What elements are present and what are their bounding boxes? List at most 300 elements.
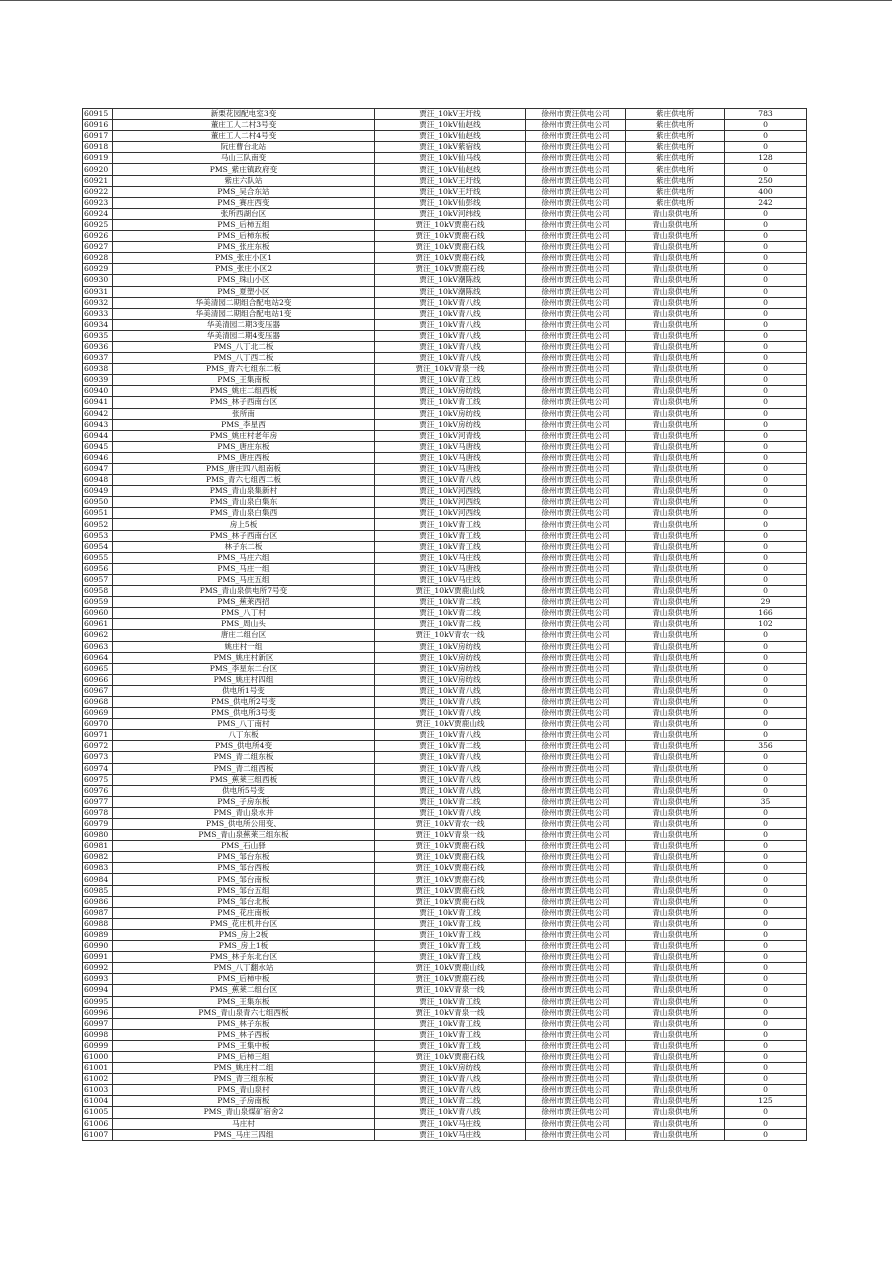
cell-station-name: PMS_吴合东站 [113, 186, 375, 197]
cell-row-id: 60950 [83, 497, 113, 508]
table-row [83, 586, 807, 597]
cell-value: 0 [725, 918, 807, 929]
cell-value: 0 [725, 896, 807, 907]
cell-station-name: PMS_邹台南板 [113, 874, 375, 885]
cell-station-name: PMS_林子西南台区 [113, 397, 375, 408]
cell-supply-office: 青山泉供电所 [626, 1118, 725, 1129]
page-top-border [0, 0, 892, 1]
table-body [83, 109, 807, 1141]
cell-supply-office: 青山泉供电所 [626, 1107, 725, 1118]
table-row [83, 1018, 807, 1029]
cell-row-id: 60918 [83, 142, 113, 153]
cell-supply-office: 青山泉供电所 [626, 885, 725, 896]
cell-supply-office: 青山泉供电所 [626, 952, 725, 963]
cell-value: 0 [725, 397, 807, 408]
cell-feeder-line: 贾汪_10kV贾鹿石线 [375, 242, 526, 253]
cell-company: 徐州市贾汪供电公司 [526, 1051, 626, 1062]
cell-company: 徐州市贾汪供电公司 [526, 774, 626, 785]
cell-value: 0 [725, 974, 807, 985]
table-row [83, 264, 807, 275]
cell-station-name: PMS_邹台北板 [113, 896, 375, 907]
cell-company: 徐州市贾汪供电公司 [526, 464, 626, 475]
cell-supply-office: 紫庄供电所 [626, 197, 725, 208]
cell-company: 徐州市贾汪供电公司 [526, 663, 626, 674]
cell-feeder-line: 贾汪_10kV贾鹿山线 [375, 719, 526, 730]
cell-station-name: PMS_马庄三四组 [113, 1129, 375, 1140]
cell-row-id: 60972 [83, 741, 113, 752]
cell-value: 0 [725, 231, 807, 242]
cell-feeder-line: 贾汪_10kV马唐线 [375, 464, 526, 475]
table-row [83, 652, 807, 663]
cell-supply-office: 青山泉供电所 [626, 519, 725, 530]
cell-row-id: 61004 [83, 1096, 113, 1107]
table-row [83, 1074, 807, 1085]
cell-row-id: 60970 [83, 719, 113, 730]
cell-supply-office: 紫庄供电所 [626, 120, 725, 131]
table-row [83, 952, 807, 963]
cell-supply-office: 青山泉供电所 [626, 408, 725, 419]
table-row [83, 1007, 807, 1018]
cell-row-id: 60927 [83, 242, 113, 253]
cell-company: 徐州市贾汪供电公司 [526, 364, 626, 375]
cell-station-name: PMS_王集南板 [113, 375, 375, 386]
table-row [83, 397, 807, 408]
cell-company: 徐州市贾汪供电公司 [526, 719, 626, 730]
cell-station-name: PMS_珠山小区 [113, 275, 375, 286]
cell-value: 0 [725, 286, 807, 297]
table-row [83, 1051, 807, 1062]
cell-company: 徐州市贾汪供电公司 [526, 608, 626, 619]
cell-company: 徐州市贾汪供电公司 [526, 286, 626, 297]
cell-company: 徐州市贾汪供电公司 [526, 996, 626, 1007]
cell-company: 徐州市贾汪供电公司 [526, 763, 626, 774]
table-row [83, 1129, 807, 1140]
cell-station-name: PMS_林子西板 [113, 1029, 375, 1040]
cell-supply-office: 青山泉供电所 [626, 530, 725, 541]
cell-supply-office: 青山泉供电所 [626, 341, 725, 352]
cell-feeder-line: 贾汪_10kV青二线 [375, 796, 526, 807]
cell-row-id: 60942 [83, 408, 113, 419]
cell-value: 0 [725, 1129, 807, 1140]
cell-value: 128 [725, 153, 807, 164]
cell-value: 0 [725, 1051, 807, 1062]
cell-value: 0 [725, 452, 807, 463]
cell-feeder-line: 贾汪_10kV青八线 [375, 785, 526, 796]
cell-feeder-line: 贾汪_10kV马唐线 [375, 452, 526, 463]
cell-value: 0 [725, 497, 807, 508]
cell-station-name: PMS_王集东板 [113, 996, 375, 1007]
cell-company: 徐州市贾汪供电公司 [526, 574, 626, 585]
cell-station-name: 八丁东板 [113, 730, 375, 741]
cell-feeder-line: 贾汪_10kV青泉一线 [375, 364, 526, 375]
cell-value: 0 [725, 963, 807, 974]
cell-supply-office: 青山泉供电所 [626, 774, 725, 785]
cell-supply-office: 青山泉供电所 [626, 929, 725, 940]
cell-feeder-line: 贾汪_10kV青八线 [375, 475, 526, 486]
table-row [83, 1107, 807, 1118]
cell-value: 0 [725, 719, 807, 730]
cell-feeder-line: 贾汪_10kV青八线 [375, 341, 526, 352]
cell-feeder-line: 贾汪_10kV青八线 [375, 807, 526, 818]
table-row [83, 164, 807, 175]
cell-supply-office: 青山泉供电所 [626, 907, 725, 918]
cell-row-id: 60945 [83, 441, 113, 452]
cell-company: 徐州市贾汪供电公司 [526, 918, 626, 929]
cell-station-name: PMS_青六七组西二板 [113, 475, 375, 486]
cell-row-id: 60989 [83, 929, 113, 940]
cell-row-id: 60996 [83, 1007, 113, 1018]
table-row [83, 719, 807, 730]
cell-company: 徐州市贾汪供电公司 [526, 341, 626, 352]
cell-row-id: 60978 [83, 807, 113, 818]
cell-row-id: 60981 [83, 841, 113, 852]
cell-supply-office: 青山泉供电所 [626, 353, 725, 364]
cell-row-id: 60924 [83, 208, 113, 219]
cell-station-name: PMS_姚庄村四组 [113, 674, 375, 685]
cell-company: 徐州市贾汪供电公司 [526, 497, 626, 508]
cell-station-name: 张所西湖台区 [113, 208, 375, 219]
cell-value: 0 [725, 863, 807, 874]
cell-feeder-line: 贾汪_10kV青工线 [375, 541, 526, 552]
table-row [83, 131, 807, 142]
cell-row-id: 60938 [83, 364, 113, 375]
cell-value: 0 [725, 996, 807, 1007]
cell-feeder-line: 贾汪_10kV贾鹿石线 [375, 253, 526, 264]
cell-value: 0 [725, 430, 807, 441]
table-row [83, 1096, 807, 1107]
table-row [83, 452, 807, 463]
cell-company: 徐州市贾汪供电公司 [526, 375, 626, 386]
cell-station-name: PMS_后柿中板 [113, 974, 375, 985]
cell-supply-office: 青山泉供电所 [626, 497, 725, 508]
cell-value: 166 [725, 608, 807, 619]
cell-company: 徐州市贾汪供电公司 [526, 264, 626, 275]
table-row [83, 863, 807, 874]
cell-row-id: 60982 [83, 852, 113, 863]
cell-row-id: 60940 [83, 386, 113, 397]
table-row [83, 242, 807, 253]
cell-station-name: 马山三队南变 [113, 153, 375, 164]
cell-supply-office: 青山泉供电所 [626, 619, 725, 630]
cell-company: 徐州市贾汪供电公司 [526, 907, 626, 918]
cell-station-name: PMS_子房东板 [113, 796, 375, 807]
cell-supply-office: 青山泉供电所 [626, 1018, 725, 1029]
cell-supply-office: 青山泉供电所 [626, 597, 725, 608]
cell-value: 0 [725, 807, 807, 818]
cell-feeder-line: 贾汪_10kV贾鹿石线 [375, 874, 526, 885]
table-row [83, 1029, 807, 1040]
cell-value: 0 [725, 364, 807, 375]
cell-feeder-line: 贾汪_10kV潮陈线 [375, 286, 526, 297]
cell-value: 0 [725, 131, 807, 142]
cell-value: 0 [725, 319, 807, 330]
cell-station-name: PMS_林子东北台区 [113, 952, 375, 963]
cell-station-name: PMS_周山头 [113, 619, 375, 630]
cell-supply-office: 青山泉供电所 [626, 896, 725, 907]
table-row [83, 219, 807, 230]
cell-row-id: 60974 [83, 763, 113, 774]
cell-company: 徐州市贾汪供电公司 [526, 441, 626, 452]
cell-supply-office: 紫庄供电所 [626, 109, 725, 120]
cell-company: 徐州市贾汪供电公司 [526, 619, 626, 630]
cell-value: 29 [725, 597, 807, 608]
cell-feeder-line: 贾汪_10kV青工线 [375, 918, 526, 929]
cell-feeder-line: 贾汪_10kV青泉一线 [375, 1007, 526, 1018]
cell-station-name: PMS_八丁南村 [113, 719, 375, 730]
cell-value: 0 [725, 253, 807, 264]
table-row [83, 552, 807, 563]
cell-station-name: PMS_青山泉集新村 [113, 486, 375, 497]
table-row [83, 830, 807, 841]
cell-station-name: PMS_八丁西二板 [113, 353, 375, 364]
cell-station-name: 华美清园二期组合配电站2变 [113, 297, 375, 308]
cell-supply-office: 青山泉供电所 [626, 253, 725, 264]
cell-feeder-line: 贾汪_10kV青八线 [375, 1074, 526, 1085]
cell-feeder-line: 贾汪_10kV马庄线 [375, 1129, 526, 1140]
cell-feeder-line: 贾汪_10kV仙赵线 [375, 131, 526, 142]
cell-row-id: 60960 [83, 608, 113, 619]
cell-supply-office: 青山泉供电所 [626, 696, 725, 707]
transformer-table [82, 108, 807, 1141]
cell-feeder-line: 贾汪_10kV房纺线 [375, 1063, 526, 1074]
cell-station-name: PMS_李星西 [113, 419, 375, 430]
cell-row-id: 60944 [83, 430, 113, 441]
cell-supply-office: 青山泉供电所 [626, 1051, 725, 1062]
cell-company: 徐州市贾汪供电公司 [526, 519, 626, 530]
cell-row-id: 61000 [83, 1051, 113, 1062]
cell-row-id: 60998 [83, 1029, 113, 1040]
table-row [83, 109, 807, 120]
cell-station-name: PMS_唐庄四八组南板 [113, 464, 375, 475]
cell-feeder-line: 贾汪_10kV贾鹿石线 [375, 1051, 526, 1062]
table-row [83, 197, 807, 208]
cell-supply-office: 青山泉供电所 [626, 286, 725, 297]
table-row [83, 153, 807, 164]
cell-supply-office: 青山泉供电所 [626, 652, 725, 663]
cell-value: 0 [725, 464, 807, 475]
cell-company: 徐州市贾汪供电公司 [526, 819, 626, 830]
cell-row-id: 60971 [83, 730, 113, 741]
cell-row-id: 60992 [83, 963, 113, 974]
cell-company: 徐州市贾汪供电公司 [526, 941, 626, 952]
cell-feeder-line: 贾汪_10kV马唐线 [375, 563, 526, 574]
cell-supply-office: 青山泉供电所 [626, 219, 725, 230]
cell-value: 0 [725, 1007, 807, 1018]
cell-supply-office: 青山泉供电所 [626, 386, 725, 397]
cell-station-name: PMS_花庄机井台区 [113, 918, 375, 929]
cell-company: 徐州市贾汪供电公司 [526, 219, 626, 230]
cell-value: 0 [725, 785, 807, 796]
cell-supply-office: 青山泉供电所 [626, 985, 725, 996]
cell-value: 0 [725, 1018, 807, 1029]
cell-station-name: PMS_青山泉村 [113, 1085, 375, 1096]
cell-row-id: 60929 [83, 264, 113, 275]
cell-company: 徐州市贾汪供电公司 [526, 796, 626, 807]
cell-feeder-line: 贾汪_10kV房纺线 [375, 652, 526, 663]
cell-row-id: 61005 [83, 1107, 113, 1118]
cell-company: 徐州市贾汪供电公司 [526, 974, 626, 985]
cell-feeder-line: 贾汪_10kV河西线 [375, 486, 526, 497]
cell-value: 0 [725, 120, 807, 131]
cell-company: 徐州市贾汪供电公司 [526, 630, 626, 641]
table-row [83, 530, 807, 541]
cell-value: 0 [725, 852, 807, 863]
cell-feeder-line: 贾汪_10kV河西线 [375, 497, 526, 508]
table-row [83, 574, 807, 585]
cell-value: 0 [725, 1074, 807, 1085]
cell-row-id: 60952 [83, 519, 113, 530]
cell-value: 0 [725, 541, 807, 552]
cell-value: 0 [725, 308, 807, 319]
table-row [83, 486, 807, 497]
cell-station-name: PMS_姚庄二组西板 [113, 386, 375, 397]
cell-supply-office: 紫庄供电所 [626, 153, 725, 164]
cell-row-id: 60959 [83, 597, 113, 608]
cell-value: 0 [725, 1085, 807, 1096]
cell-row-id: 60956 [83, 563, 113, 574]
cell-feeder-line: 贾汪_10kV贾鹿石线 [375, 863, 526, 874]
table-row [83, 685, 807, 696]
cell-row-id: 60991 [83, 952, 113, 963]
cell-row-id: 60946 [83, 452, 113, 463]
table-row [83, 475, 807, 486]
cell-value: 0 [725, 242, 807, 253]
cell-company: 徐州市贾汪供电公司 [526, 308, 626, 319]
cell-value: 0 [725, 563, 807, 574]
cell-station-name: 林子东二板 [113, 541, 375, 552]
table-row [83, 275, 807, 286]
cell-supply-office: 青山泉供电所 [626, 486, 725, 497]
cell-company: 徐州市贾汪供电公司 [526, 785, 626, 796]
cell-row-id: 60961 [83, 619, 113, 630]
cell-company: 徐州市贾汪供电公司 [526, 253, 626, 264]
cell-row-id: 60987 [83, 907, 113, 918]
table-row [83, 807, 807, 818]
cell-company: 徐州市贾汪供电公司 [526, 430, 626, 441]
cell-row-id: 60941 [83, 397, 113, 408]
table-row [83, 741, 807, 752]
table-row [83, 253, 807, 264]
table-row [83, 297, 807, 308]
table-row [83, 941, 807, 952]
cell-supply-office: 青山泉供电所 [626, 563, 725, 574]
cell-supply-office: 青山泉供电所 [626, 308, 725, 319]
cell-station-name: PMS_姚庄村新区 [113, 652, 375, 663]
table-row [83, 1063, 807, 1074]
cell-feeder-line: 贾汪_10kV青工线 [375, 1040, 526, 1051]
cell-value: 0 [725, 530, 807, 541]
cell-row-id: 60958 [83, 586, 113, 597]
cell-station-name: 阮庄曹台北站 [113, 142, 375, 153]
cell-station-name: 唐庄二组台区 [113, 630, 375, 641]
cell-company: 徐州市贾汪供电公司 [526, 752, 626, 763]
cell-value: 0 [725, 1118, 807, 1129]
cell-company: 徐州市贾汪供电公司 [526, 1129, 626, 1140]
table-row [83, 508, 807, 519]
cell-station-name: 华美清园二期组合配电站1变 [113, 308, 375, 319]
cell-supply-office: 青山泉供电所 [626, 708, 725, 719]
cell-feeder-line: 贾汪_10kV青农一线 [375, 819, 526, 830]
cell-value: 0 [725, 586, 807, 597]
cell-supply-office: 青山泉供电所 [626, 608, 725, 619]
cell-company: 徐州市贾汪供电公司 [526, 508, 626, 519]
cell-supply-office: 青山泉供电所 [626, 785, 725, 796]
table-row [83, 430, 807, 441]
cell-row-id: 60947 [83, 464, 113, 475]
cell-value: 0 [725, 674, 807, 685]
cell-supply-office: 青山泉供电所 [626, 852, 725, 863]
cell-feeder-line: 贾汪_10kV贾鹿石线 [375, 974, 526, 985]
cell-supply-office: 紫庄供电所 [626, 186, 725, 197]
cell-company: 徐州市贾汪供电公司 [526, 641, 626, 652]
cell-company: 徐州市贾汪供电公司 [526, 1018, 626, 1029]
cell-company: 徐州市贾汪供电公司 [526, 175, 626, 186]
table-row [83, 319, 807, 330]
cell-station-name: PMS_八丁北二板 [113, 341, 375, 352]
cell-company: 徐州市贾汪供电公司 [526, 963, 626, 974]
cell-company: 徐州市贾汪供电公司 [526, 674, 626, 685]
cell-row-id: 60949 [83, 486, 113, 497]
cell-value: 0 [725, 275, 807, 286]
cell-supply-office: 青山泉供电所 [626, 830, 725, 841]
cell-row-id: 60962 [83, 630, 113, 641]
cell-value: 0 [725, 1040, 807, 1051]
cell-row-id: 60917 [83, 131, 113, 142]
cell-row-id: 60986 [83, 896, 113, 907]
cell-station-name: PMS_供电所2号变 [113, 696, 375, 707]
cell-company: 徐州市贾汪供电公司 [526, 1063, 626, 1074]
table-row [83, 907, 807, 918]
table-row [83, 841, 807, 852]
cell-feeder-line: 贾汪_10kV房纺线 [375, 419, 526, 430]
table-row [83, 142, 807, 153]
cell-company: 徐州市贾汪供电公司 [526, 1007, 626, 1018]
cell-feeder-line: 贾汪_10kV青二线 [375, 619, 526, 630]
cell-station-name: PMS_青山泉水井 [113, 807, 375, 818]
cell-station-name: PMS_张庄东板 [113, 242, 375, 253]
cell-row-id: 61006 [83, 1118, 113, 1129]
cell-feeder-line: 贾汪_10kV青工线 [375, 952, 526, 963]
cell-row-id: 60937 [83, 353, 113, 364]
cell-row-id: 60934 [83, 319, 113, 330]
cell-feeder-line: 贾汪_10kV贾鹿石线 [375, 885, 526, 896]
cell-row-id: 60926 [83, 231, 113, 242]
cell-feeder-line: 贾汪_10kV马庄线 [375, 552, 526, 563]
cell-value: 0 [725, 441, 807, 452]
cell-station-name: PMS_子房南板 [113, 1096, 375, 1107]
cell-value: 0 [725, 652, 807, 663]
cell-value: 0 [725, 763, 807, 774]
cell-value: 0 [725, 1107, 807, 1118]
cell-company: 徐州市贾汪供电公司 [526, 863, 626, 874]
cell-value: 0 [725, 708, 807, 719]
table-row [83, 1040, 807, 1051]
cell-row-id: 60919 [83, 153, 113, 164]
cell-value: 0 [725, 841, 807, 852]
table-row [83, 730, 807, 741]
cell-company: 徐州市贾汪供电公司 [526, 1118, 626, 1129]
cell-station-name: PMS_青二组东板 [113, 752, 375, 763]
cell-row-id: 60993 [83, 974, 113, 985]
cell-row-id: 60985 [83, 885, 113, 896]
table-row [83, 208, 807, 219]
cell-station-name: PMS_马庄五组 [113, 574, 375, 585]
cell-value: 0 [725, 519, 807, 530]
table-row [83, 896, 807, 907]
table-row [83, 308, 807, 319]
cell-supply-office: 青山泉供电所 [626, 452, 725, 463]
cell-value: 0 [725, 142, 807, 153]
